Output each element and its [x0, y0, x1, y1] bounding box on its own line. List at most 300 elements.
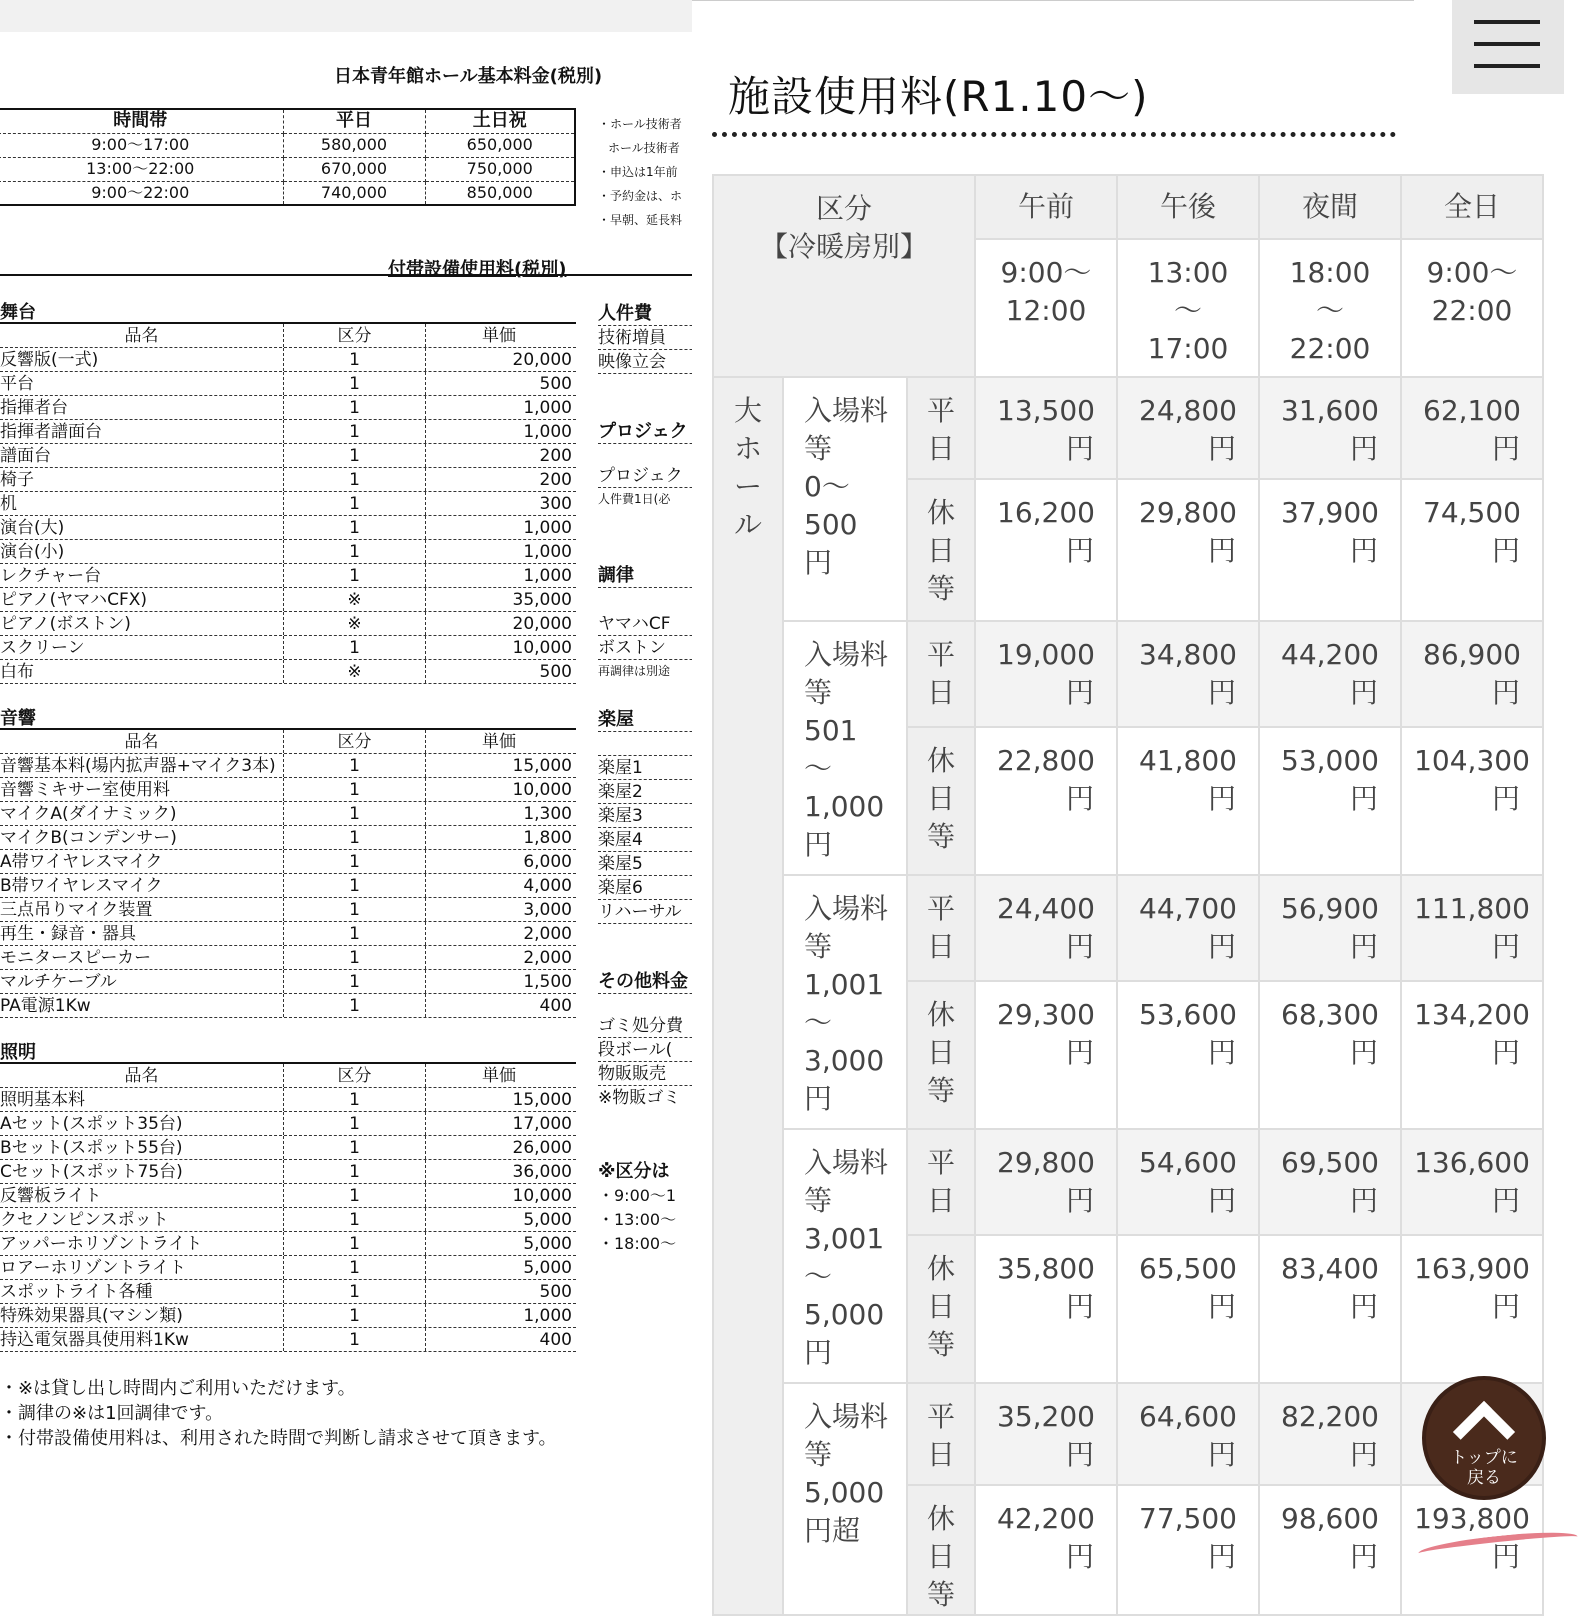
item-kubun: 1 — [284, 970, 426, 993]
yen-unit: 円 — [1349, 1290, 1378, 1323]
item-name: スクリーン — [0, 636, 284, 659]
column-header-row — [0, 1064, 576, 1088]
table-row — [0, 1112, 576, 1136]
yen-unit: 円 — [1491, 1036, 1520, 1069]
hall-label — [713, 377, 783, 1615]
table-row — [0, 564, 576, 588]
col-price-header: 単価 — [482, 326, 516, 346]
fee-cell: 35,200 円 — [975, 1383, 1117, 1485]
yen-unit: 円 — [1491, 930, 1520, 963]
item-name: 平台 — [0, 372, 284, 395]
item-name: 椅子 — [0, 468, 284, 491]
fee-cell: 193,800 円 — [1401, 1485, 1543, 1615]
yen-unit: 円 — [1491, 1290, 1520, 1323]
yen-unit: 円 — [1207, 432, 1236, 465]
fee-cell: 16,200 円 — [975, 479, 1117, 621]
item-name: アッパーホリゾントライト — [0, 1232, 284, 1255]
fee-cell: 163,900 円 — [1401, 1235, 1543, 1383]
item-price: 35,000 — [512, 590, 572, 610]
col-kubun-header: 区分 — [284, 730, 426, 753]
col-name-header: 品名 — [0, 324, 284, 347]
item-price: 1,300 — [523, 804, 572, 824]
item-kubun: 1 — [284, 420, 426, 443]
sound-rows — [0, 754, 576, 1018]
item-name: ピアノ(ボストン) — [0, 612, 284, 635]
item-name: Aセット(スポット35台) — [0, 1112, 284, 1135]
item-name: マイクB(コンデンサー) — [0, 826, 284, 849]
list-item: 楽屋2 — [598, 780, 718, 804]
fee-cell: 35,800 円 — [975, 1235, 1117, 1383]
divider — [692, 0, 1414, 1]
admission-category: 入場料等 3,001 ～ 5,000 円 — [783, 1129, 907, 1383]
item-kubun: 1 — [284, 372, 426, 395]
note-line: ・申込は1年前 — [598, 165, 678, 179]
item-name: 机 — [0, 492, 284, 515]
lighting-rows — [0, 1088, 576, 1352]
period-header: 全日 — [1401, 175, 1543, 239]
stage-section — [0, 302, 576, 684]
item-price: 200 — [539, 470, 572, 490]
item-kubun: 1 — [284, 1088, 426, 1111]
list-item: ・13:00～ — [598, 1210, 677, 1229]
item-kubun: 1 — [284, 754, 426, 777]
item-name: A帯ワイヤレスマイク — [0, 850, 284, 873]
table-row — [0, 444, 576, 468]
item-name: 三点吊りマイク装置 — [0, 898, 284, 921]
list-item: 段ボール( — [598, 1038, 718, 1062]
item-name: 再生・録音・器具 — [0, 922, 284, 945]
item-price: 1,500 — [523, 972, 572, 992]
fee-cell: 74,500 円 — [1401, 479, 1543, 621]
fee-cell: 69,500 円 — [1259, 1129, 1401, 1235]
fee-cell: 31,600 円 — [1259, 377, 1401, 479]
table-row — [0, 970, 576, 994]
item-kubun: 1 — [284, 1208, 426, 1231]
item-price: 200 — [539, 446, 572, 466]
basic-header-time: 時間帯 — [0, 109, 283, 133]
stage-rows — [0, 348, 576, 684]
item-price: 300 — [539, 494, 572, 514]
col-name-header: 品名 — [0, 1064, 284, 1087]
list-item: ※物販ゴミ — [598, 1088, 681, 1108]
admission-category: 入場料等 1,001 ～ 3,000 円 — [783, 875, 907, 1129]
table-row — [0, 1328, 576, 1352]
hamburger-icon — [1474, 64, 1540, 68]
list-item: 楽屋1 — [598, 756, 718, 780]
yen-unit: 円 — [1491, 432, 1520, 465]
item-price: 1,800 — [523, 828, 572, 848]
fee-cell: 111,800 円 — [1401, 875, 1543, 981]
list-item: 楽屋6 — [598, 876, 718, 900]
item-kubun: 1 — [284, 802, 426, 825]
item-name: モニタースピーカー — [0, 946, 284, 969]
yen-unit: 円 — [1207, 1540, 1236, 1573]
yen-unit: 円 — [1349, 930, 1378, 963]
list-item: 楽屋4 — [598, 828, 718, 852]
web-page-panel — [692, 0, 1564, 1611]
admission-category: 入場料等 5,000 円超 — [783, 1383, 907, 1615]
fee-cell: 44,700 円 — [1117, 875, 1259, 981]
fee-cell: 64,600 円 — [1117, 1383, 1259, 1485]
vertical-text: 休日等 — [927, 744, 956, 853]
table-row — [0, 1208, 576, 1232]
fee-cell: 44,200 円 — [1259, 621, 1401, 727]
table-row — [0, 874, 576, 898]
item-kubun: 1 — [284, 946, 426, 969]
admission-category: 入場料等 0～ 500 円 — [783, 377, 907, 621]
col-kubun-header: 区分 — [284, 1064, 426, 1087]
yen-unit: 円 — [1065, 1290, 1094, 1323]
vertical-text: 休日等 — [927, 1252, 956, 1361]
period-time: 13:00 ～ 17:00 — [1117, 239, 1259, 377]
basic-cell: 670,000 — [283, 157, 425, 181]
table-row — [0, 588, 576, 612]
table-row — [0, 826, 576, 850]
item-price: 10,000 — [512, 1186, 572, 1206]
weekday-label — [907, 1383, 975, 1485]
fee-cell: 56,900 円 — [1259, 875, 1401, 981]
table-row — [0, 898, 576, 922]
vertical-text: 休日等 — [927, 496, 956, 605]
item-price: 10,000 — [512, 780, 572, 800]
fee-cell: 24,400 円 — [975, 875, 1117, 981]
period-time: 18:00 ～ 22:00 — [1259, 239, 1401, 377]
table-row — [0, 1304, 576, 1328]
basic-cell: 740,000 — [283, 181, 425, 205]
item-kubun: 1 — [284, 1232, 426, 1255]
note-line: ホール技術者 — [608, 141, 680, 155]
fee-cell: 83,400 円 — [1259, 1235, 1401, 1383]
table-row — [0, 1256, 576, 1280]
item-price: 1,000 — [523, 422, 572, 442]
table-row — [0, 754, 576, 778]
column-header-row — [0, 324, 576, 348]
table-row — [0, 1160, 576, 1184]
item-kubun: 1 — [284, 994, 426, 1017]
fee-cell: 29,800 円 — [1117, 479, 1259, 621]
basic-cell: 9:00～22:00 — [0, 181, 283, 205]
period-time: 9:00～ 12:00 — [975, 239, 1117, 377]
item-name: ピアノ(ヤマハCFX) — [0, 588, 284, 611]
section-title: 人件費 — [598, 302, 718, 326]
section-title: 楽屋 — [598, 708, 718, 732]
item-name: 指揮者譜面台 — [0, 420, 284, 443]
yen-unit: 円 — [1065, 432, 1094, 465]
holiday-label — [907, 479, 975, 621]
item-kubun: 1 — [284, 1256, 426, 1279]
table-row — [0, 348, 576, 372]
col-kubun-header: 区分 — [284, 324, 426, 347]
yen-unit: 円 — [1491, 1540, 1520, 1573]
list-item: ボストン — [598, 636, 718, 660]
list-item: 楽屋5 — [598, 852, 718, 876]
sheet-title: 日本青年館ホール基本料金(税別) — [334, 66, 603, 87]
item-kubun: ※ — [284, 588, 426, 611]
yen-unit: 円 — [1491, 676, 1520, 709]
item-price: 20,000 — [512, 350, 572, 370]
section-title: 照明 — [0, 1042, 576, 1064]
yen-unit: 円 — [1065, 1438, 1094, 1471]
yen-unit: 円 — [1349, 432, 1378, 465]
price-sheet-panel — [0, 0, 692, 1564]
vertical-text: 平日 — [927, 1400, 956, 1471]
vertical-text: 休日等 — [927, 998, 956, 1107]
hamburger-menu-button[interactable] — [1452, 0, 1564, 94]
fee-cell: 134,200 円 — [1401, 981, 1543, 1129]
item-price: 400 — [539, 1330, 572, 1350]
top-bar — [0, 0, 692, 32]
item-kubun: 1 — [284, 1160, 426, 1183]
table-row — [0, 420, 576, 444]
item-kubun: 1 — [284, 636, 426, 659]
table-row — [713, 377, 1543, 479]
yen-unit: 円 — [1207, 782, 1236, 815]
item-kubun: 1 — [284, 1184, 426, 1207]
table-row — [0, 778, 576, 802]
item-kubun: 1 — [284, 516, 426, 539]
holiday-label — [907, 727, 975, 875]
period-header: 夜間 — [1259, 175, 1401, 239]
vertical-text: 平日 — [927, 394, 956, 465]
item-price: 500 — [539, 662, 572, 682]
fee-cell: 29,800 円 — [975, 1129, 1117, 1235]
holiday-label — [907, 1485, 975, 1615]
list-item: 映像立会 — [598, 350, 718, 374]
footnotes — [0, 1376, 557, 1451]
yen-unit: 円 — [1349, 1184, 1378, 1217]
item-kubun: 1 — [284, 826, 426, 849]
fee-cell: 86,900 円 — [1401, 621, 1543, 727]
item-name: レクチャー台 — [0, 564, 284, 587]
table-row — [0, 802, 576, 826]
item-price: 400 — [539, 996, 572, 1016]
item-kubun: 1 — [284, 540, 426, 563]
basic-cell: 850,000 — [425, 181, 575, 205]
item-price: 2,000 — [523, 948, 572, 968]
table-row — [0, 1136, 576, 1160]
item-kubun: 1 — [284, 444, 426, 467]
section-title: その他料金 — [598, 970, 718, 994]
table-row — [0, 396, 576, 420]
note-line: ・ホール技術者 — [598, 117, 682, 131]
note-line: 再調律は別途 — [598, 664, 671, 678]
list-item: ゴミ処分費 — [598, 1014, 718, 1038]
item-name: Cセット(スポット75台) — [0, 1160, 284, 1183]
period-header: 午後 — [1117, 175, 1259, 239]
item-price: 10,000 — [512, 638, 572, 658]
item-name: スポットライト各種 — [0, 1280, 284, 1303]
item-name: B帯ワイヤレスマイク — [0, 874, 284, 897]
table-row — [0, 1088, 576, 1112]
yen-unit: 円 — [1349, 534, 1378, 567]
item-name: 反響板ライト — [0, 1184, 284, 1207]
section-title: 音響 — [0, 708, 576, 730]
item-name: 音響基本料(場内拡声器+マイク3本) — [0, 754, 284, 777]
table-row — [0, 157, 575, 181]
yen-unit: 円 — [1207, 1184, 1236, 1217]
basic-cell: 9:00～17:00 — [0, 133, 283, 157]
back-to-top-button[interactable] — [1422, 1376, 1546, 1500]
item-name: マルチケーブル — [0, 970, 284, 993]
sound-section — [0, 708, 576, 1018]
item-kubun: 1 — [284, 348, 426, 371]
col-price-header: 単価 — [482, 732, 516, 752]
fee-cell: 104,300 円 — [1401, 727, 1543, 875]
dotted-divider — [712, 132, 1396, 142]
item-price: 26,000 — [512, 1138, 572, 1158]
footnote: ・調律の※は1回調律です。 — [0, 1403, 224, 1424]
fee-cell: 37,900 円 — [1259, 479, 1401, 621]
item-kubun: 1 — [284, 396, 426, 419]
fee-cell: 19,000 円 — [975, 621, 1117, 727]
item-kubun: 1 — [284, 850, 426, 873]
item-price: 6,000 — [523, 852, 572, 872]
weekday-label — [907, 1129, 975, 1235]
fee-cell: 29,300 円 — [975, 981, 1117, 1129]
fee-cell: 53,600 円 — [1117, 981, 1259, 1129]
equipment-title: 付帯設備使用料(税別) — [388, 259, 567, 280]
yen-unit: 円 — [1065, 1184, 1094, 1217]
item-kubun: ※ — [284, 660, 426, 683]
header-row — [713, 175, 1543, 239]
item-name: マイクA(ダイナミック) — [0, 802, 284, 825]
list-item: リハーサル — [598, 900, 718, 924]
table-row — [0, 181, 575, 205]
yen-unit: 円 — [1207, 534, 1236, 567]
table-row — [0, 516, 576, 540]
item-kubun: 1 — [284, 1280, 426, 1303]
fee-cell: 65,500 円 — [1117, 1235, 1259, 1383]
table-row — [0, 636, 576, 660]
list-item: プロジェク — [598, 464, 718, 488]
basic-header-holiday: 土日祝 — [425, 109, 575, 133]
fee-cell: 42,200 円 — [975, 1485, 1117, 1615]
category-header: 区分 【冷暖房別】 — [713, 175, 975, 377]
weekday-label — [907, 377, 975, 479]
table-row — [0, 946, 576, 970]
item-price: 5,000 — [523, 1234, 572, 1254]
table-row — [713, 875, 1543, 981]
table-row — [713, 1129, 1543, 1235]
col-price-header: 単価 — [482, 1066, 516, 1086]
page-title: 施設使用料(R1.10～) — [728, 72, 1149, 121]
item-name: Bセット(スポット55台) — [0, 1136, 284, 1159]
basic-notes — [598, 112, 682, 232]
yen-unit: 円 — [1349, 1438, 1378, 1471]
yen-unit: 円 — [1207, 1290, 1236, 1323]
yen-unit: 円 — [1491, 782, 1520, 815]
yen-unit: 円 — [1065, 782, 1094, 815]
section-title: ※区分は — [598, 1161, 670, 1182]
item-name: 演台(小) — [0, 540, 284, 563]
list-item: ・18:00～ — [598, 1234, 677, 1253]
item-price: 36,000 — [512, 1162, 572, 1182]
period-header: 午前 — [975, 175, 1117, 239]
table-row — [713, 621, 1543, 727]
item-price: 15,000 — [512, 756, 572, 776]
table-row — [0, 850, 576, 874]
yen-unit: 円 — [1349, 676, 1378, 709]
col-name-header: 品名 — [0, 730, 284, 753]
yen-unit: 円 — [1491, 534, 1520, 567]
vertical-text: 休日等 — [927, 1502, 956, 1611]
weekday-label — [907, 875, 975, 981]
table-row — [0, 1280, 576, 1304]
fee-cell: 62,100 円 — [1401, 377, 1543, 479]
weekday-label — [907, 621, 975, 727]
item-kubun: 1 — [284, 1112, 426, 1135]
fee-cell: 41,800 円 — [1117, 727, 1259, 875]
list-item: ヤマハCF — [598, 612, 718, 636]
basic-fee-table — [0, 108, 576, 206]
basic-header-weekday: 平日 — [283, 109, 425, 133]
item-name: PA電源1Kw — [0, 994, 284, 1017]
fee-cell: 54,600 円 — [1117, 1129, 1259, 1235]
item-kubun: ※ — [284, 612, 426, 635]
item-name: 反響版(一式) — [0, 348, 284, 371]
facility-fee-table — [712, 174, 1544, 1616]
item-kubun: 1 — [284, 922, 426, 945]
item-name: クセノンピンスポット — [0, 1208, 284, 1231]
item-price: 1,000 — [523, 1306, 572, 1326]
item-name: 持込電気器具使用料1Kw — [0, 1328, 284, 1351]
item-price: 15,000 — [512, 1090, 572, 1110]
list-item: 楽屋3 — [598, 804, 718, 828]
item-name: 特殊効果器具(マシン類) — [0, 1304, 284, 1327]
vertical-text: 大ホール — [734, 394, 763, 541]
item-price: 1,000 — [523, 398, 572, 418]
item-name: 譜面台 — [0, 444, 284, 467]
item-price: 5,000 — [523, 1258, 572, 1278]
item-kubun: 1 — [284, 1328, 426, 1351]
item-name: 演台(大) — [0, 516, 284, 539]
fee-cell: 53,000 円 — [1259, 727, 1401, 875]
item-price: 1,000 — [523, 518, 572, 538]
holiday-label — [907, 981, 975, 1129]
section-title: プロジェク — [598, 420, 718, 444]
table-row — [0, 612, 576, 636]
item-price: 5,000 — [523, 1210, 572, 1230]
item-price: 3,000 — [523, 900, 572, 920]
list-item: 技術増員 — [598, 326, 718, 350]
fee-cell: 98,600 円 — [1259, 1485, 1401, 1615]
item-kubun: 1 — [284, 898, 426, 921]
lighting-section — [0, 1042, 576, 1352]
table-row — [0, 660, 576, 684]
back-to-top-label: トップに 戻る — [1450, 1448, 1518, 1488]
vertical-text: 平日 — [927, 638, 956, 709]
table-row — [713, 1383, 1543, 1485]
yen-unit: 円 — [1207, 930, 1236, 963]
footnote: ・付帯設備使用料は、利用された時間で判断し請求させて頂きます。 — [0, 1428, 557, 1449]
period-time: 9:00～ 22:00 — [1401, 239, 1543, 377]
footnote: ・※は貸し出し時間内ご利用いただけます。 — [0, 1378, 356, 1399]
table-row — [0, 994, 576, 1018]
yen-unit: 円 — [1065, 1540, 1094, 1573]
item-price: 1,000 — [523, 542, 572, 562]
fee-cell: 34,800 円 — [1117, 621, 1259, 727]
fee-cell: 82,200 円 — [1259, 1383, 1401, 1485]
item-price: 20,000 — [512, 614, 572, 634]
basic-cell: 650,000 — [425, 133, 575, 157]
note-line: ・予約金は、ホ — [598, 189, 683, 203]
fee-cell: 77,500 円 — [1117, 1485, 1259, 1615]
section-title: 調律 — [598, 564, 718, 588]
item-kubun: 1 — [284, 778, 426, 801]
table-row — [0, 492, 576, 516]
basic-cell: 580,000 — [283, 133, 425, 157]
table-row — [0, 1232, 576, 1256]
